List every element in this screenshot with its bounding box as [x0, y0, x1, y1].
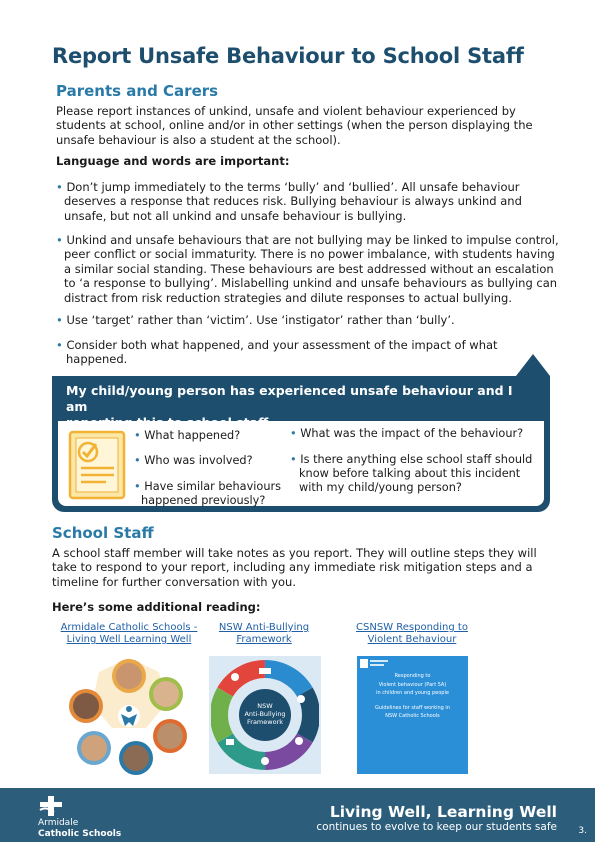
bullet-item: [56, 233, 566, 305]
question-text: Is there anything else school staff should: [300, 453, 533, 466]
link-nsw-framework[interactable]: [204, 622, 324, 646]
staff-heading: School Staff: [52, 524, 154, 542]
bullet-dot: •: [56, 180, 63, 194]
logo-line: Catholic Schools: [38, 829, 122, 839]
bullet-line: a similar social standing. These behaviours are best addressed without an escalation: [64, 261, 554, 276]
cover-line: Responding to: [394, 673, 431, 679]
bullet-line: unsafe, but not all unkind and unsafe behaviour is bullying.: [64, 208, 407, 223]
csnsw-document-cover[interactable]: [357, 656, 468, 774]
csnsw-logo-icon: [360, 659, 390, 669]
footer-logo-text: [38, 818, 121, 840]
bullet-item: [56, 313, 556, 327]
bullet-item: [56, 338, 516, 367]
bullet-line: to ‘a response to bullying’. Mislabelling unkind and unsafe behaviours as bullying can: [64, 276, 558, 291]
living-well-learning-well-graphic[interactable]: [58, 654, 200, 776]
staff-line: timeline for further conversation with you.: [52, 574, 296, 589]
question-text: with my child/young person?: [299, 481, 462, 494]
intro-line: unsafe behaviour is also a student at the school).: [56, 132, 341, 147]
link-line[interactable]: Armidale Catholic Schools -: [60, 622, 198, 633]
question-item: • Who was involved?: [134, 454, 253, 467]
csnsw-cover-text: [363, 672, 462, 721]
link-line[interactable]: Violent Behaviour: [367, 634, 457, 645]
link-line[interactable]: Living Well Learning Well: [66, 634, 192, 645]
cover-line: Guidelines for staff working in: [374, 704, 450, 711]
video-icon: [226, 739, 234, 745]
question-item: • Have similar behaviours happened previously?: [134, 480, 282, 507]
link-line[interactable]: CSNSW Responding to: [356, 622, 468, 633]
reading-heading: Here’s some additional reading:: [52, 600, 261, 614]
bullet-line: peer conflict or social immaturity. There is no power imbalance, with students having: [64, 247, 555, 262]
question-text: know before talking about this incident: [299, 467, 521, 480]
bullet-dot: •: [56, 313, 63, 327]
bullet-line: Don’t jump immediately to the terms ‘bully’ and ‘bullied’. All unsafe behaviour: [66, 180, 520, 194]
heart-icon: [295, 737, 303, 745]
staff-line: A school staff member will take notes as you report. They will outline steps they will: [52, 546, 537, 560]
question-item: • What was the impact of the behaviour?: [290, 427, 524, 440]
nsw-label-line: Framework: [247, 718, 283, 726]
corner-triangle: [516, 352, 550, 378]
question-item: • What happened?: [134, 429, 241, 442]
nsw-framework-label: [233, 702, 297, 726]
footer-subline: continues to evolve to keep our students safe: [316, 821, 557, 833]
bullet-line: Use ‘target’ rather than ‘victim’. Use ‘instigator’ rather than ‘bully’.: [66, 313, 455, 327]
bullet-line: Consider both what happened, and your assessment of the impact of what: [66, 338, 498, 352]
hand-icon: [231, 673, 239, 681]
question-text: What happened?: [144, 429, 241, 442]
cover-line: in children and young people: [376, 690, 449, 696]
logo-line: Armidale: [38, 818, 79, 828]
staff-text: [52, 546, 562, 589]
bullet-line: distract from risk reduction strategies and dilute responses to actual bullying.: [64, 290, 513, 305]
gear-icon: [261, 757, 269, 765]
link-line[interactable]: Framework: [236, 634, 292, 645]
language-heading: Language and words are important:: [56, 154, 290, 168]
footer-tagline: Living Well, Learning Well: [329, 803, 557, 821]
question-text: Who was involved?: [144, 454, 253, 467]
bullet-dot: •: [56, 338, 63, 352]
clipboard-check-icon: [66, 428, 132, 502]
house-icon: [259, 668, 271, 674]
report-callout: [52, 376, 550, 512]
nsw-label-line: NSW: [257, 702, 273, 710]
cross-logo-icon: [38, 796, 66, 816]
link-csnsw[interactable]: [340, 622, 484, 646]
link-armidale[interactable]: [44, 622, 214, 646]
people-icon: [297, 695, 305, 703]
cover-line: Violent behaviour (Part 5A): [378, 681, 447, 688]
intro-line: Please report instances of unkind, unsafe and violent behaviour experienced by: [56, 104, 516, 118]
question-text: happened previously?: [141, 494, 266, 507]
bullet-line: deserves a response that reduces risk. Bullying behaviour is always unkind and: [64, 194, 522, 209]
question-text: What was the impact of the behaviour?: [300, 427, 524, 440]
question-item: • Is there anything else school staff should know before talking about this incident with my child/young person?: [290, 453, 533, 494]
bullet-item: [56, 180, 556, 223]
page-title: Report Unsafe Behaviour to School Staff: [52, 44, 524, 68]
staff-line: take to respond to your report, including any immediate risk mitigation steps and a: [52, 560, 533, 575]
cover-line: NSW Catholic Schools: [385, 713, 440, 719]
bullet-dot: •: [56, 233, 63, 247]
bullet-line: happened.: [66, 352, 128, 367]
page-number: 3.: [578, 826, 587, 836]
intro-line: students at school, online and/or in other settings (when the person displaying the: [56, 118, 533, 133]
question-text: Have similar behaviours: [144, 480, 282, 493]
callout-heading-line: My child/young person has experienced unsafe behaviour and I am: [66, 383, 513, 414]
parents-intro: [56, 104, 556, 147]
link-line[interactable]: NSW Anti-Bullying: [218, 622, 310, 633]
bullet-line: Unkind and unsafe behaviours that are not bullying may be linked to impulse control,: [66, 233, 559, 247]
nsw-label-line: Anti-Bullying: [244, 710, 286, 718]
parents-heading: Parents and Carers: [56, 82, 219, 100]
